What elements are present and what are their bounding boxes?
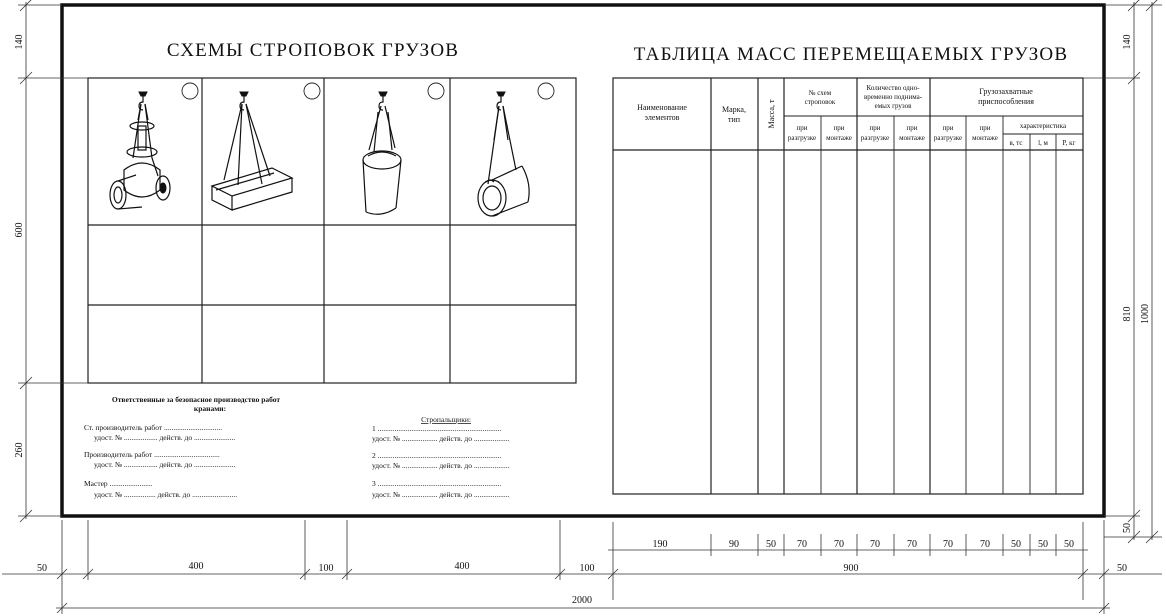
header-pri-3: при <box>869 124 881 132</box>
dim-col-9: 70 <box>980 539 990 550</box>
dim-col-name: 190 <box>652 539 668 550</box>
dim-col-5: 70 <box>834 539 844 550</box>
scheme-number-circle-3 <box>428 83 444 99</box>
header-grip-cont: приспособления <box>978 97 1034 106</box>
channel-beam-load-icon <box>212 92 292 210</box>
header-pri-1: при <box>796 124 808 132</box>
mass-table-headers <box>637 84 1075 147</box>
dim-right-bottom: 50 <box>1122 523 1133 533</box>
slinger-2-cert: удост. № ................... действ. до ................... <box>372 461 510 470</box>
scheme-number-circle-4 <box>538 83 554 99</box>
dim-bottom-margin-left: 50 <box>37 563 47 574</box>
dim-bottom-gap-b: 100 <box>579 563 595 574</box>
header-capacity: в, тс <box>1009 139 1023 147</box>
dim-col-8: 70 <box>943 539 953 550</box>
scheme-number-circle-1 <box>182 83 198 99</box>
schemes-grid <box>88 78 576 383</box>
dim-col-12: 50 <box>1064 539 1074 550</box>
header-length: l, м <box>1038 139 1048 147</box>
header-mass: Масса, т <box>767 99 776 129</box>
right-dimensions <box>1083 0 1162 543</box>
header-pri-5: при <box>942 124 954 132</box>
header-qty-cont2: емых грузов <box>874 102 912 110</box>
slinger-1-line: 1 .................................................................. <box>372 424 502 433</box>
slinger-3-cert: удост. № ................... действ. до ................... <box>372 490 510 499</box>
header-mount-3: монтаже <box>972 134 998 142</box>
valve-load-icon <box>110 92 170 209</box>
load-mass-table-title: ТАБЛИЦА МАСС ПЕРЕМЕЩАЕМЫХ ГРУЗОВ <box>633 44 1069 65</box>
dim-col-11: 50 <box>1038 539 1048 550</box>
header-unload-2: разгрузке <box>860 134 890 142</box>
left-dimensions <box>14 0 88 522</box>
header-mark: Марка, <box>722 105 746 114</box>
responsible-persons-block <box>84 395 280 499</box>
responsible-heading-cont: кранами: <box>193 404 227 413</box>
header-mount-1: монтаже <box>826 134 852 142</box>
header-name: Наименование <box>637 103 687 112</box>
slinger-1-cert: удост. № ................... действ. до ................... <box>372 434 510 443</box>
header-scheme: № схем <box>808 89 832 97</box>
dim-col-10: 50 <box>1011 539 1021 550</box>
slingers-block <box>372 415 510 499</box>
header-pri-6: при <box>979 124 991 132</box>
bottom-dimensions <box>2 520 1162 614</box>
responsible-heading: Ответственные за безопасное производство работ <box>111 395 281 404</box>
dim-col-mass: 50 <box>766 539 776 550</box>
header-name-cont: элементов <box>644 113 680 122</box>
scheme-number-circle-2 <box>304 83 320 99</box>
dim-bottom-gap-a: 100 <box>318 563 334 574</box>
header-pri-4: при <box>906 124 918 132</box>
slinger-3-line: 3 .................................................................. <box>372 479 502 488</box>
slingers-heading: Стропальщики: <box>421 415 471 424</box>
master-line: Мастер ....................... <box>84 479 153 488</box>
pipe-vertical-load-icon <box>363 92 401 214</box>
dim-bottom-cell-b: 400 <box>454 561 470 572</box>
dim-right-middle: 810 <box>1122 306 1133 322</box>
dim-col-mark: 90 <box>729 539 739 550</box>
header-weight: P, кг <box>1062 139 1076 147</box>
column-dimensions <box>608 522 1088 600</box>
header-qty-cont: временно поднима- <box>863 93 923 101</box>
slinging-schemes-title: СХЕМЫ СТРОПОВОК ГРУЗОВ <box>166 40 460 61</box>
dim-col-4: 70 <box>797 539 807 550</box>
header-mark-cont: тип <box>727 115 741 124</box>
header-scheme-cont: строповок <box>804 98 836 106</box>
dim-bottom-table: 900 <box>843 563 859 574</box>
dim-bottom-total: 2000 <box>572 595 592 606</box>
dim-col-7: 70 <box>907 539 917 550</box>
slinger-2-line: 2 .................................................................. <box>372 451 502 460</box>
dim-left-bottom: 260 <box>14 442 25 458</box>
manager-cert: удост. № .................. действ. до ...................... <box>94 460 236 469</box>
dim-bottom-margin-right: 50 <box>1117 563 1127 574</box>
senior-manager-cert: удост. № .................. действ. до ...................... <box>94 433 236 442</box>
dim-bottom-cell-a: 400 <box>188 561 204 572</box>
master-cert: удост. № ................. действ. до ........................ <box>94 490 238 499</box>
header-pri-2: при <box>833 124 845 132</box>
dim-left-top: 140 <box>14 34 25 50</box>
senior-manager-line: Ст. производитель работ ............................... <box>84 423 223 432</box>
header-qty: Количество одно- <box>866 84 920 92</box>
dim-col-6: 70 <box>870 539 880 550</box>
header-mount-2: монтаже <box>899 134 925 142</box>
dim-left-middle: 600 <box>14 222 25 238</box>
header-grip: Грузозахватные <box>979 87 1033 96</box>
dim-right-top: 140 <box>1122 34 1133 50</box>
header-unload-1: разгрузке <box>787 134 817 142</box>
pipe-horizontal-load-icon <box>478 92 529 216</box>
manager-line: Производитель работ ................................... <box>84 450 220 459</box>
dim-right-total: 1000 <box>1140 304 1151 324</box>
header-unload-3: разгрузке <box>933 134 963 142</box>
header-characteristics: характеристика <box>1019 122 1067 130</box>
